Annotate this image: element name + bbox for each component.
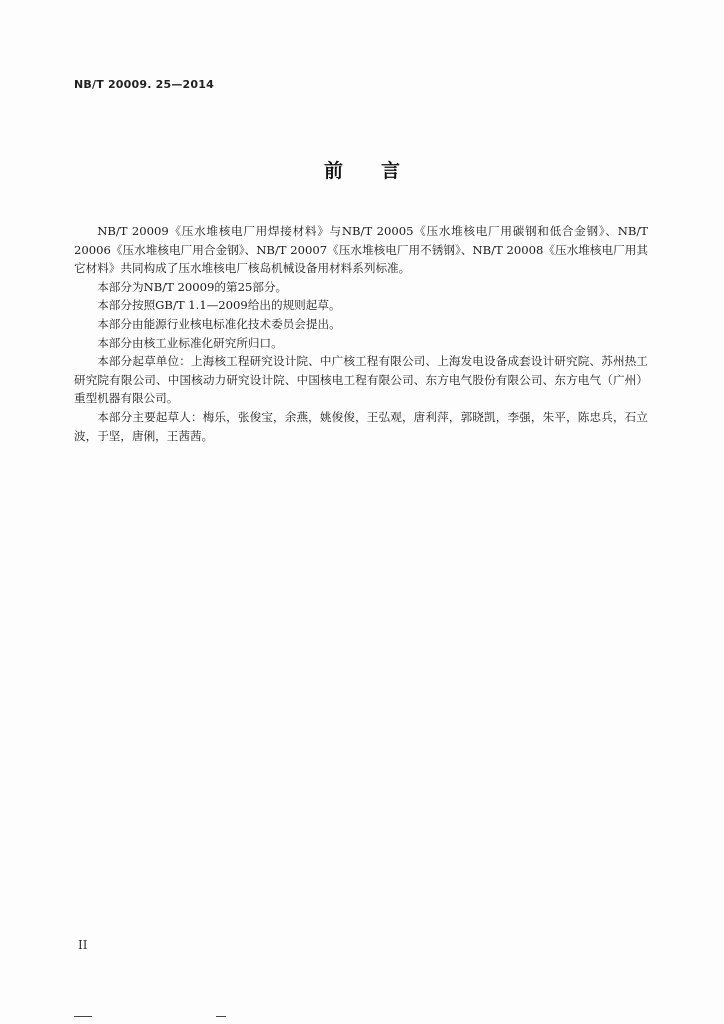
foreword-body: [74, 222, 648, 445]
page-number: II: [78, 938, 88, 952]
section-title: 前言: [323, 160, 438, 182]
paragraph-drafting-units: 本部分起草单位：上海核工程研究设计院、中广核工程有限公司、上海发电设备成套设计研究院、苏州热工研究院有限公司、中国核动力研究设计院、中国核电工程有限公司、东方电气股份有限公司、东方电气（广州）重型机器有限公司。: [74, 354, 648, 406]
paragraph-proposer: 本部分由能源行业核电标准化技术委员会提出。: [97, 316, 341, 331]
paragraph-drafting-rules: 本部分按照GB/T 1.1—2009给出的规则起草。: [97, 298, 341, 313]
paragraph-series-intro: NB/T 20009《压水堆核电厂用焊接材料》与NB/T 20005《压水堆核电厂用碳钢和低合金钢》、NB/T 20006《压水堆核电厂用合金钢》、NB/T 20007《压水堆核电厂用不锈钢》、NB/T 20008《压水堆核电厂用其它材料》共同构成了压水堆核电厂核岛机械设备用材料系列标准。: [74, 224, 648, 276]
scan-edge-mark-right: [216, 1016, 226, 1017]
paragraph-drafters: 本部分主要起草人：梅乐，张俊宝，余燕，姚俊俊，王弘观，唐利萍，郭晓凯，李强，朱平，陈忠兵，石立波，于坚，唐俐，王茜茜。: [74, 409, 648, 443]
paragraph-part-number: 本部分为NB/T 20009的第25部分。: [97, 279, 288, 294]
standard-number: NB/T 20009. 25—2014: [74, 78, 214, 91]
scan-edge-mark-left: [74, 1016, 92, 1017]
paragraph-centralized-by: 本部分由核工业标准化研究所归口。: [97, 335, 283, 350]
